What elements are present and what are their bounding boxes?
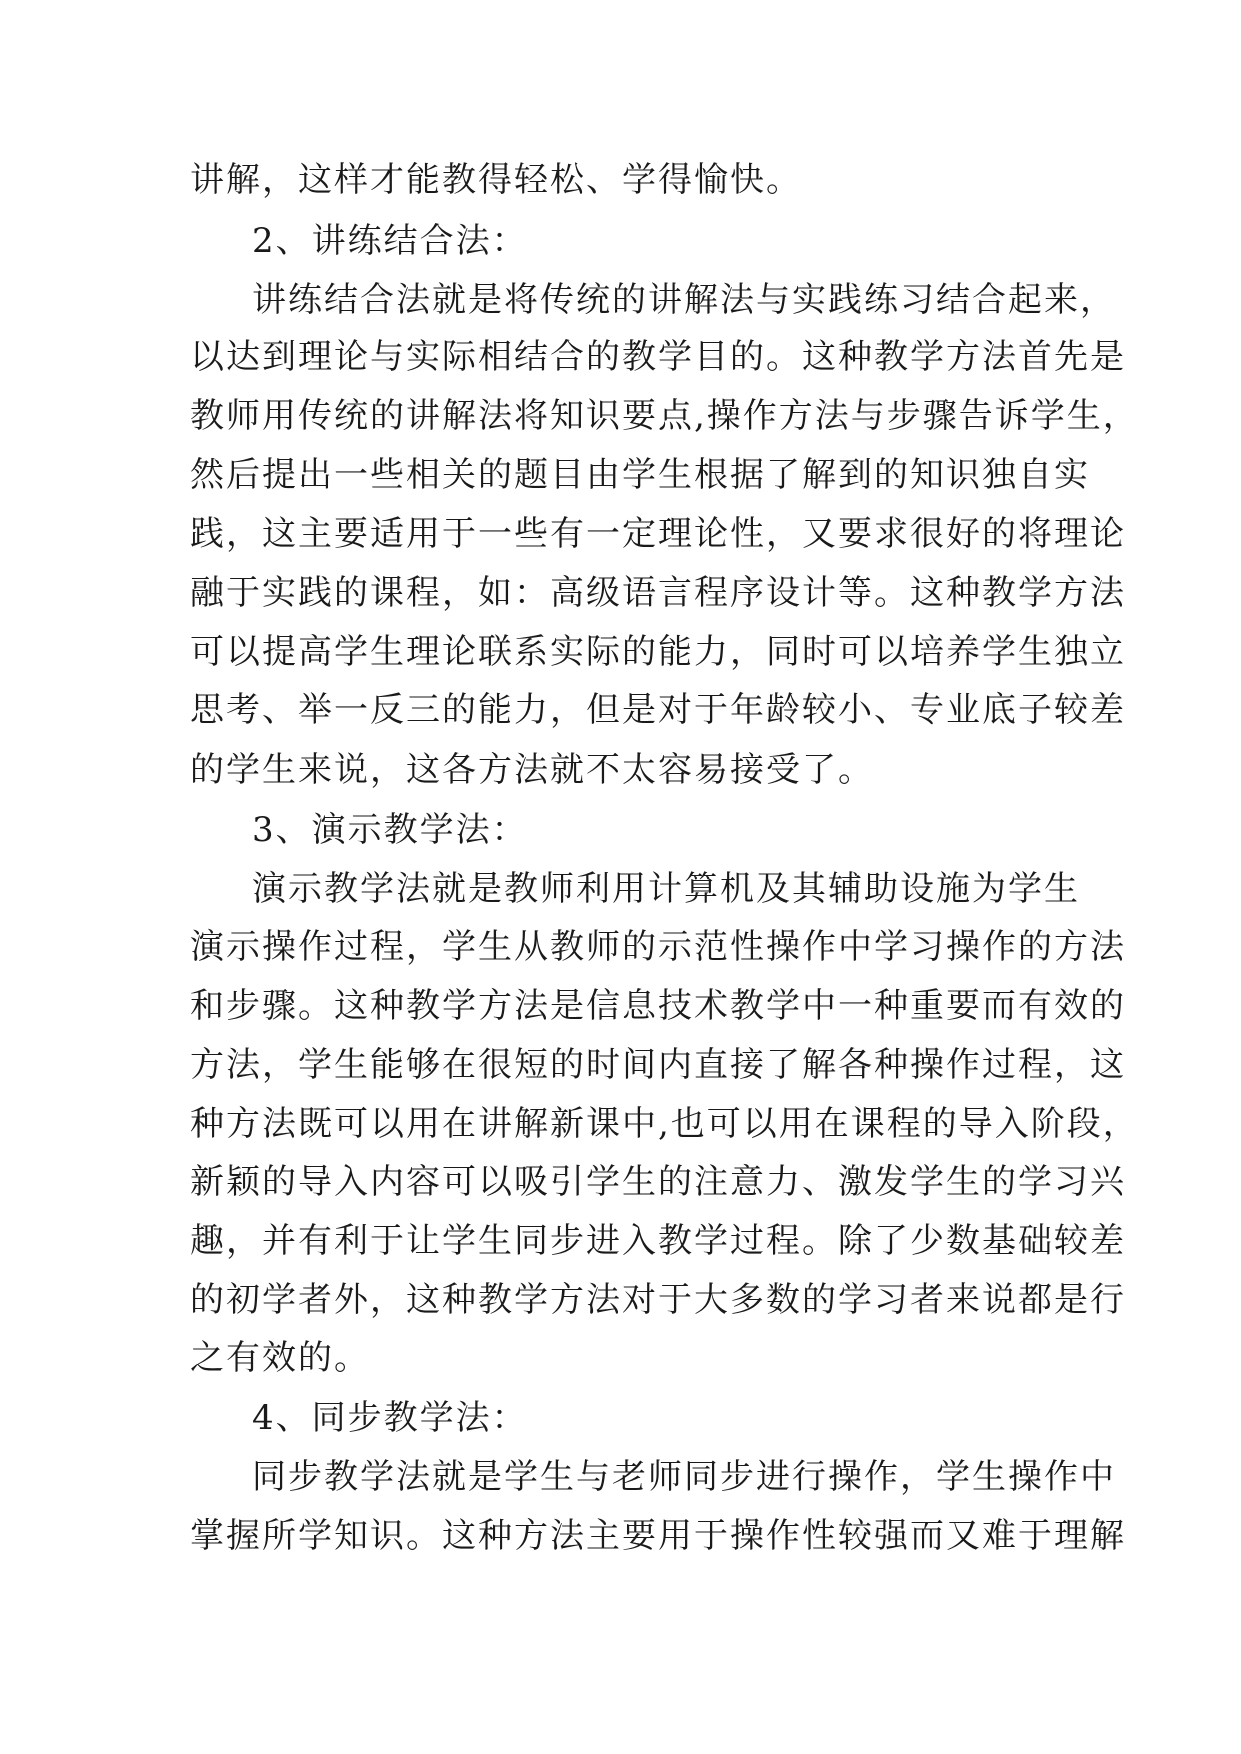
section-heading: 4、同步教学法：: [252, 1398, 528, 1438]
text-line: 融于实践的课程，如：高级语言程序设计等。这种教学方法: [190, 573, 1126, 613]
text-line: 讲解，这样才能教得轻松、学得愉快。: [190, 160, 802, 200]
text-line: 教师用传统的讲解法将知识要点,操作方法与步骤告诉学生，: [190, 396, 1139, 436]
text-line: 和步骤。这种教学方法是信息技术教学中一种重要而有效的: [190, 986, 1126, 1026]
text-line: 同步教学法就是学生与老师同步进行操作，学生操作中: [252, 1457, 1116, 1497]
text-line: 然后提出一些相关的题目由学生根据了解到的知识独自实: [190, 455, 1090, 495]
section-heading: 2、讲练结合法：: [252, 221, 528, 261]
text-line: 趣，并有利于让学生同步进入教学过程。除了少数基础较差: [190, 1221, 1126, 1261]
text-line: 的学生来说，这各方法就不太容易接受了。: [190, 750, 874, 790]
text-line: 掌握所学知识。这种方法主要用于操作性较强而又难于理解: [190, 1516, 1126, 1556]
text-line: 新颖的导入内容可以吸引学生的注意力、激发学生的学习兴: [190, 1162, 1126, 1202]
text-line: 种方法既可以用在讲解新课中,也可以用在课程的导入阶段，: [190, 1104, 1139, 1144]
section-heading: 3、演示教学法：: [252, 810, 528, 850]
text-line: 方法，学生能够在很短的时间内直接了解各种操作过程，这: [190, 1045, 1126, 1085]
text-line: 演示操作过程，学生从教师的示范性操作中学习操作的方法: [190, 927, 1126, 967]
text-line: 践，这主要适用于一些有一定理论性，又要求很好的将理论: [190, 514, 1126, 554]
text-line: 思考、举一反三的能力，但是对于年龄较小、专业底子较差: [190, 690, 1126, 730]
text-line: 之有效的。: [190, 1338, 370, 1378]
text-line: 演示教学法就是教师利用计算机及其辅助设施为学生: [252, 869, 1080, 909]
text-line: 以达到理论与实际相结合的教学目的。这种教学方法首先是: [190, 337, 1126, 377]
text-line: 可以提高学生理论联系实际的能力，同时可以培养学生独立: [190, 632, 1126, 672]
text-line: 讲练结合法就是将传统的讲解法与实践练习结合起来，: [252, 280, 1116, 320]
text-line: 的初学者外，这种教学方法对于大多数的学习者来说都是行: [190, 1280, 1126, 1320]
